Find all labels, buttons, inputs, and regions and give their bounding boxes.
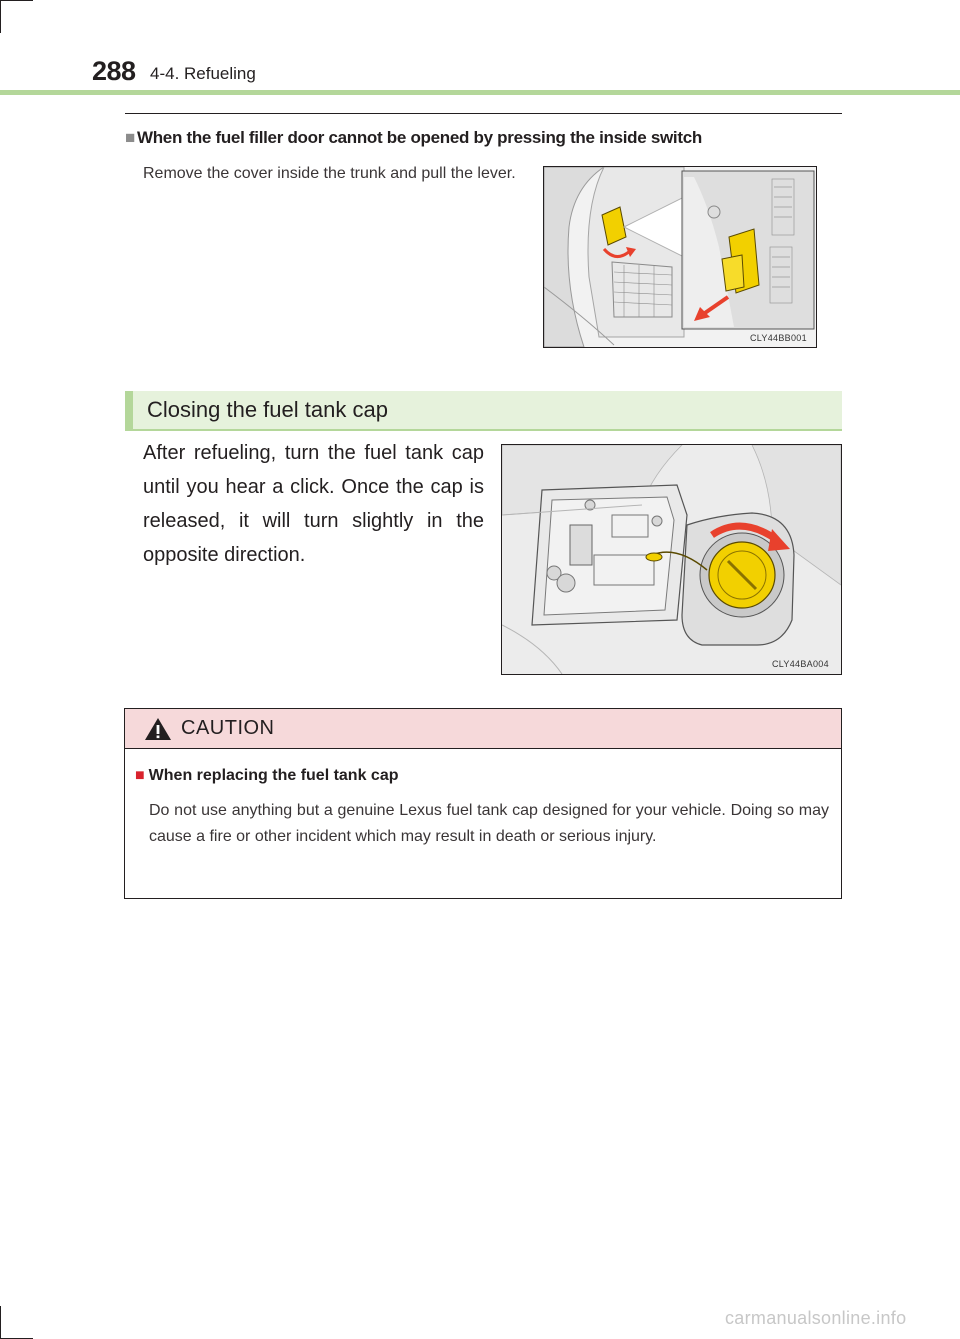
subsection-heading (125, 128, 702, 148)
section-heading-bar (125, 391, 842, 431)
caution-subtitle: When replacing the fuel tank cap (148, 767, 399, 784)
figure-code-2: CLY44BA004 (772, 659, 829, 669)
content-top-rule (125, 113, 842, 114)
caution-box (124, 708, 842, 899)
caution-title: CAUTION (181, 717, 275, 739)
red-square-bullet-icon: ■ (135, 767, 145, 784)
caution-text: Do not use anything but a genuine Lexus fuel tank cap designed for your vehicle. Doing so may cause a fire or other incident which may result in death or serious injury. (149, 802, 829, 845)
subsection-title: When the fuel filler door cannot be opened by pressing the inside switch (136, 128, 702, 147)
fuel-cap-illustration (501, 444, 842, 675)
page-number: 288 (92, 56, 136, 86)
caution-subheading (135, 767, 399, 785)
caution-header (125, 709, 841, 749)
watermark-text: carmanualsonline.info (725, 1308, 907, 1328)
crop-mark-top-left-horizontal (0, 0, 33, 1)
fuel-cap-drawing (502, 445, 841, 674)
figure-code-1: CLY44BB001 (750, 333, 807, 343)
square-bullet-icon: ■ (125, 128, 135, 147)
closing-cap-instruction: After refueling, turn the fuel tank cap until you hear a click. Once the cap is released, it will turn slightly in the opposite direction. (143, 442, 484, 566)
header-rule (0, 90, 960, 95)
section-breadcrumb: 4-4. Refueling (150, 64, 256, 83)
trunk-lever-illustration (543, 166, 817, 348)
trunk-lever-drawing (544, 167, 816, 347)
crop-mark-top-left-vertical (0, 0, 1, 33)
crop-mark-bottom-left-vertical (0, 1306, 1, 1339)
section-title: Closing the fuel tank cap (147, 397, 388, 422)
trunk-lever-instruction: Remove the cover inside the trunk and pull the lever. (143, 165, 516, 182)
warning-triangle-icon (144, 717, 172, 741)
